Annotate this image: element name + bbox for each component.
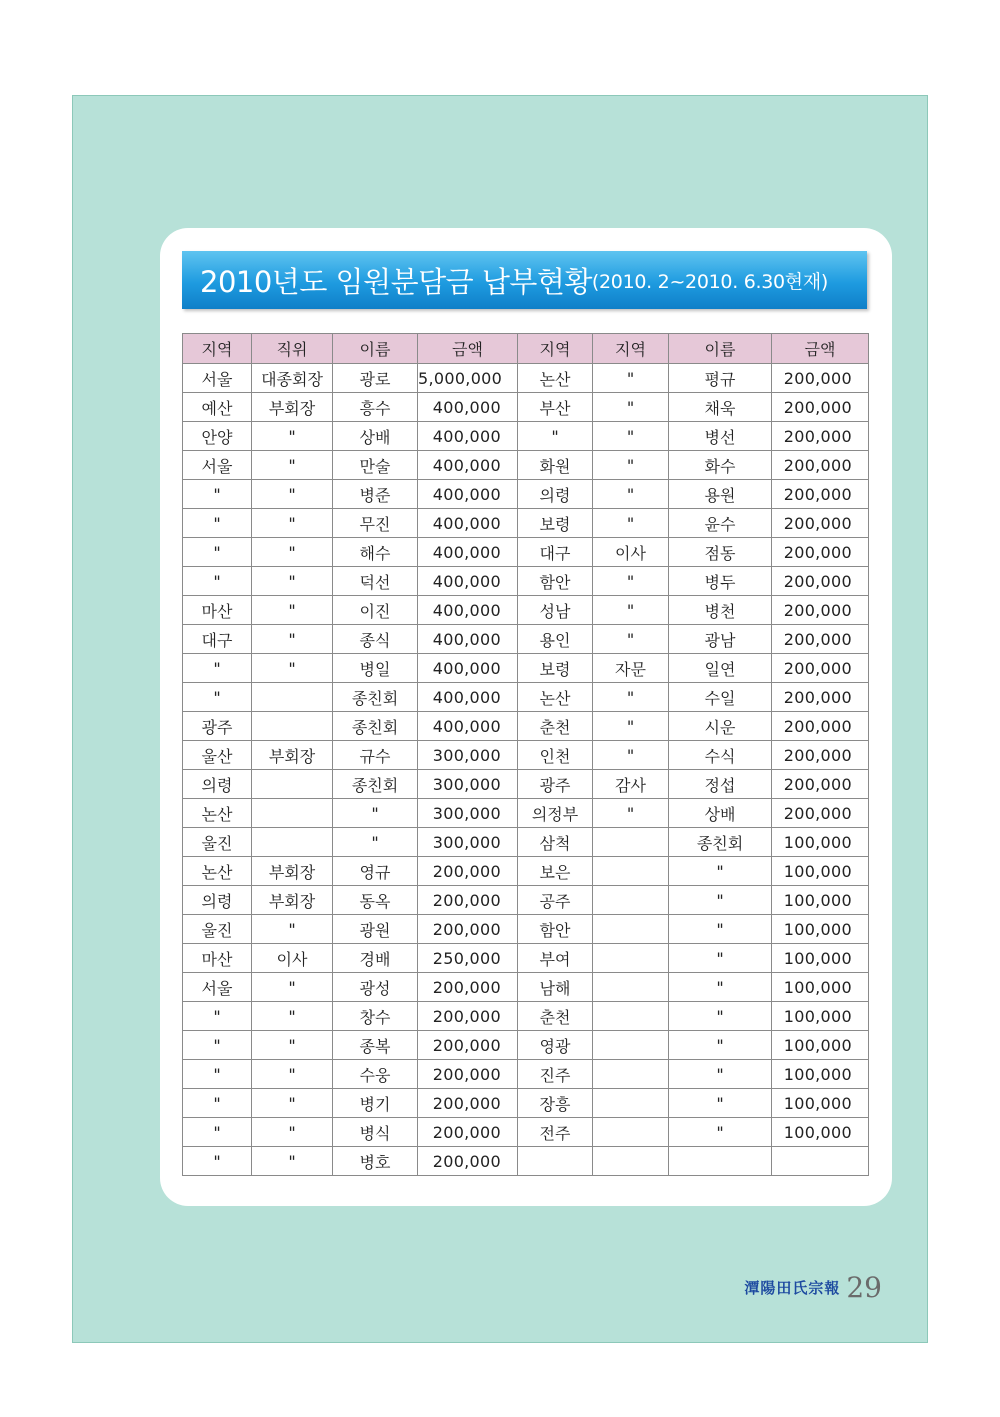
cell-name: " bbox=[669, 1002, 772, 1031]
cell-amount: 400,000 bbox=[418, 625, 518, 654]
cell-amount: 200,000 bbox=[772, 596, 869, 625]
cell-amount: 200,000 bbox=[418, 1118, 518, 1147]
cell-amount: 200,000 bbox=[772, 509, 869, 538]
table-row bbox=[183, 712, 869, 741]
cell-position bbox=[252, 828, 333, 857]
cell-region: 의령 bbox=[183, 886, 252, 915]
column-header-region: 지역 bbox=[593, 334, 669, 364]
table-header-row bbox=[183, 334, 869, 364]
cell-name: 정섭 bbox=[669, 770, 772, 799]
cell-position: " bbox=[252, 451, 333, 480]
cell-amount: 200,000 bbox=[772, 364, 869, 393]
cell-amount: 300,000 bbox=[418, 741, 518, 770]
cell-name: 종친회 bbox=[333, 712, 418, 741]
cell-region: 광주 bbox=[183, 712, 252, 741]
cell-region: 함안 bbox=[518, 567, 593, 596]
cell-name: " bbox=[669, 915, 772, 944]
cell-amount: 200,000 bbox=[772, 712, 869, 741]
cell-region: 대구 bbox=[518, 538, 593, 567]
cell-region: 마산 bbox=[183, 596, 252, 625]
cell-region: 의정부 bbox=[518, 799, 593, 828]
cell-amount: 400,000 bbox=[418, 567, 518, 596]
cell-name: 동옥 bbox=[333, 886, 418, 915]
cell-region: " bbox=[593, 509, 669, 538]
table-row bbox=[183, 799, 869, 828]
cell-amount: 400,000 bbox=[418, 422, 518, 451]
cell-region bbox=[593, 1031, 669, 1060]
table-row bbox=[183, 828, 869, 857]
cell-amount: 100,000 bbox=[772, 944, 869, 973]
cell-region: " bbox=[593, 683, 669, 712]
cell-region bbox=[593, 973, 669, 1002]
table-row bbox=[183, 973, 869, 1002]
cell-amount: 100,000 bbox=[772, 1031, 869, 1060]
table-row bbox=[183, 451, 869, 480]
cell-region bbox=[593, 1089, 669, 1118]
table-row bbox=[183, 915, 869, 944]
table-row bbox=[183, 538, 869, 567]
cell-amount: 100,000 bbox=[772, 1060, 869, 1089]
payment-table bbox=[182, 333, 869, 1176]
column-header-name: 이름 bbox=[333, 334, 418, 364]
publication-name: 潭陽田氏宗報 bbox=[744, 1278, 841, 1297]
cell-position: " bbox=[252, 625, 333, 654]
cell-position: 부회장 bbox=[252, 886, 333, 915]
cell-amount: 200,000 bbox=[772, 654, 869, 683]
column-header-region: 지역 bbox=[183, 334, 252, 364]
cell-region: 예산 bbox=[183, 393, 252, 422]
cell-name: 이진 bbox=[333, 596, 418, 625]
cell-name: 병준 bbox=[333, 480, 418, 509]
cell-name: 무진 bbox=[333, 509, 418, 538]
table-row bbox=[183, 944, 869, 973]
cell-region: " bbox=[183, 538, 252, 567]
cell-region: 논산 bbox=[518, 683, 593, 712]
cell-region: 서울 bbox=[183, 973, 252, 1002]
cell-amount: 100,000 bbox=[772, 915, 869, 944]
cell-region: " bbox=[183, 1060, 252, 1089]
cell-name: " bbox=[669, 944, 772, 973]
cell-amount: 200,000 bbox=[418, 1089, 518, 1118]
page-subtitle: (2010. 2~2010. 6.30현재) bbox=[591, 270, 829, 293]
cell-name: 화수 bbox=[669, 451, 772, 480]
cell-amount: 100,000 bbox=[772, 857, 869, 886]
cell-position: " bbox=[252, 1089, 333, 1118]
cell-name: " bbox=[669, 973, 772, 1002]
cell-position bbox=[252, 799, 333, 828]
cell-region: " bbox=[593, 364, 669, 393]
cell-region: 장흥 bbox=[518, 1089, 593, 1118]
cell-position: " bbox=[252, 915, 333, 944]
cell-amount: 200,000 bbox=[418, 886, 518, 915]
cell-name: 병기 bbox=[333, 1089, 418, 1118]
cell-region: 감사 bbox=[593, 770, 669, 799]
cell-position: 대종회장 bbox=[252, 364, 333, 393]
cell-region: " bbox=[183, 654, 252, 683]
cell-region: 부여 bbox=[518, 944, 593, 973]
cell-region bbox=[593, 857, 669, 886]
table-row bbox=[183, 509, 869, 538]
cell-amount: 200,000 bbox=[772, 770, 869, 799]
cell-name: 덕선 bbox=[333, 567, 418, 596]
cell-name: 종친회 bbox=[669, 828, 772, 857]
cell-position: 부회장 bbox=[252, 741, 333, 770]
cell-position: " bbox=[252, 1147, 333, 1176]
cell-region: 보령 bbox=[518, 509, 593, 538]
cell-region: " bbox=[183, 1002, 252, 1031]
cell-amount: 200,000 bbox=[772, 451, 869, 480]
cell-region: " bbox=[183, 509, 252, 538]
cell-position bbox=[252, 770, 333, 799]
cell-amount: 200,000 bbox=[772, 480, 869, 509]
cell-position: " bbox=[252, 596, 333, 625]
cell-position bbox=[252, 683, 333, 712]
cell-region: " bbox=[593, 422, 669, 451]
cell-region: " bbox=[593, 451, 669, 480]
cell-region: 광주 bbox=[518, 770, 593, 799]
cell-name: " bbox=[333, 799, 418, 828]
cell-region: " bbox=[183, 1031, 252, 1060]
cell-region bbox=[593, 1147, 669, 1176]
cell-amount: 100,000 bbox=[772, 1118, 869, 1147]
cell-region: 자문 bbox=[593, 654, 669, 683]
cell-name: 수일 bbox=[669, 683, 772, 712]
table-row bbox=[183, 770, 869, 799]
cell-amount: 100,000 bbox=[772, 886, 869, 915]
cell-region: " bbox=[183, 683, 252, 712]
cell-region: 남해 bbox=[518, 973, 593, 1002]
cell-region: " bbox=[183, 480, 252, 509]
cell-name: 광남 bbox=[669, 625, 772, 654]
cell-position: " bbox=[252, 538, 333, 567]
cell-amount: 300,000 bbox=[418, 799, 518, 828]
cell-region: 울진 bbox=[183, 915, 252, 944]
cell-region: 보은 bbox=[518, 857, 593, 886]
column-header-amount: 금액 bbox=[418, 334, 518, 364]
cell-region: 인천 bbox=[518, 741, 593, 770]
cell-name: 만술 bbox=[333, 451, 418, 480]
cell-name: 평규 bbox=[669, 364, 772, 393]
cell-position: " bbox=[252, 567, 333, 596]
cell-region: 영광 bbox=[518, 1031, 593, 1060]
cell-region: " bbox=[593, 625, 669, 654]
cell-amount: 200,000 bbox=[772, 567, 869, 596]
cell-region: 부산 bbox=[518, 393, 593, 422]
cell-name: 종식 bbox=[333, 625, 418, 654]
cell-position: " bbox=[252, 509, 333, 538]
cell-name: 해수 bbox=[333, 538, 418, 567]
table-row bbox=[183, 741, 869, 770]
cell-position: " bbox=[252, 1060, 333, 1089]
cell-name: 수식 bbox=[669, 741, 772, 770]
cell-position: " bbox=[252, 1002, 333, 1031]
cell-region: 의령 bbox=[518, 480, 593, 509]
cell-name: 용원 bbox=[669, 480, 772, 509]
cell-amount: 400,000 bbox=[418, 451, 518, 480]
cell-amount: 100,000 bbox=[772, 1089, 869, 1118]
cell-amount: 100,000 bbox=[772, 973, 869, 1002]
cell-region: " bbox=[183, 567, 252, 596]
table-row bbox=[183, 1002, 869, 1031]
page-footer bbox=[722, 1267, 882, 1307]
cell-region: 논산 bbox=[518, 364, 593, 393]
cell-region: " bbox=[183, 1089, 252, 1118]
cell-name: 병천 bbox=[669, 596, 772, 625]
cell-amount: 5,000,000 bbox=[418, 364, 518, 393]
cell-name: 상배 bbox=[669, 799, 772, 828]
cell-region bbox=[593, 915, 669, 944]
cell-region bbox=[593, 944, 669, 973]
cell-name: 수웅 bbox=[333, 1060, 418, 1089]
cell-amount: 200,000 bbox=[772, 422, 869, 451]
cell-name: 광로 bbox=[333, 364, 418, 393]
cell-name: " bbox=[669, 857, 772, 886]
cell-region: 의령 bbox=[183, 770, 252, 799]
cell-amount: 400,000 bbox=[418, 538, 518, 567]
cell-region: " bbox=[593, 567, 669, 596]
cell-position: " bbox=[252, 422, 333, 451]
cell-name: 경배 bbox=[333, 944, 418, 973]
cell-region: 보령 bbox=[518, 654, 593, 683]
cell-name: 병호 bbox=[333, 1147, 418, 1176]
title-banner bbox=[182, 251, 867, 309]
cell-name: " bbox=[669, 1089, 772, 1118]
cell-position: 이사 bbox=[252, 944, 333, 973]
cell-region: 춘천 bbox=[518, 712, 593, 741]
cell-region: " bbox=[593, 712, 669, 741]
cell-region: 마산 bbox=[183, 944, 252, 973]
cell-region: " bbox=[593, 480, 669, 509]
table-row bbox=[183, 480, 869, 509]
cell-amount: 200,000 bbox=[772, 683, 869, 712]
cell-region: 논산 bbox=[183, 799, 252, 828]
cell-name: 광원 bbox=[333, 915, 418, 944]
table-row bbox=[183, 1031, 869, 1060]
cell-name: 종복 bbox=[333, 1031, 418, 1060]
table-row bbox=[183, 1060, 869, 1089]
cell-amount: 200,000 bbox=[418, 1002, 518, 1031]
table-row bbox=[183, 625, 869, 654]
cell-region: 춘천 bbox=[518, 1002, 593, 1031]
cell-region: 서울 bbox=[183, 451, 252, 480]
cell-name: 창수 bbox=[333, 1002, 418, 1031]
cell-name: 영규 bbox=[333, 857, 418, 886]
cell-name bbox=[669, 1147, 772, 1176]
cell-amount: 100,000 bbox=[772, 1002, 869, 1031]
column-header-amount: 금액 bbox=[772, 334, 869, 364]
cell-region: 울산 bbox=[183, 741, 252, 770]
cell-region bbox=[518, 1147, 593, 1176]
cell-name: 병식 bbox=[333, 1118, 418, 1147]
cell-position: 부회장 bbox=[252, 393, 333, 422]
table-row bbox=[183, 886, 869, 915]
table-row bbox=[183, 1089, 869, 1118]
table-row bbox=[183, 654, 869, 683]
cell-amount: 400,000 bbox=[418, 596, 518, 625]
cell-amount: 200,000 bbox=[772, 741, 869, 770]
cell-amount: 250,000 bbox=[418, 944, 518, 973]
cell-name: 규수 bbox=[333, 741, 418, 770]
cell-amount: 200,000 bbox=[772, 393, 869, 422]
cell-region bbox=[593, 886, 669, 915]
cell-name: " bbox=[333, 828, 418, 857]
cell-amount bbox=[772, 1147, 869, 1176]
cell-name: 채욱 bbox=[669, 393, 772, 422]
cell-region: 함안 bbox=[518, 915, 593, 944]
cell-position bbox=[252, 712, 333, 741]
cell-amount: 400,000 bbox=[418, 683, 518, 712]
cell-name: " bbox=[669, 886, 772, 915]
cell-position: " bbox=[252, 654, 333, 683]
cell-amount: 200,000 bbox=[772, 799, 869, 828]
cell-name: 일연 bbox=[669, 654, 772, 683]
cell-region: 진주 bbox=[518, 1060, 593, 1089]
table-row bbox=[183, 567, 869, 596]
cell-name: 병선 bbox=[669, 422, 772, 451]
cell-name: 흥수 bbox=[333, 393, 418, 422]
cell-position: 부회장 bbox=[252, 857, 333, 886]
cell-amount: 200,000 bbox=[418, 973, 518, 1002]
cell-region: " bbox=[593, 799, 669, 828]
cell-region bbox=[593, 1118, 669, 1147]
table-row bbox=[183, 596, 869, 625]
table-row bbox=[183, 393, 869, 422]
cell-amount: 400,000 bbox=[418, 509, 518, 538]
cell-region: " bbox=[593, 393, 669, 422]
cell-name: " bbox=[669, 1118, 772, 1147]
cell-region: 공주 bbox=[518, 886, 593, 915]
cell-amount: 200,000 bbox=[418, 1147, 518, 1176]
cell-position: " bbox=[252, 480, 333, 509]
cell-region: 성남 bbox=[518, 596, 593, 625]
cell-region bbox=[593, 1060, 669, 1089]
cell-name: 상배 bbox=[333, 422, 418, 451]
cell-name: 병일 bbox=[333, 654, 418, 683]
column-header-name: 이름 bbox=[669, 334, 772, 364]
page-number: 29 bbox=[846, 1270, 882, 1304]
cell-amount: 400,000 bbox=[418, 393, 518, 422]
cell-name: 종친회 bbox=[333, 770, 418, 799]
cell-amount: 200,000 bbox=[418, 1031, 518, 1060]
cell-region bbox=[593, 828, 669, 857]
column-header-position: 직위 bbox=[252, 334, 333, 364]
cell-amount: 200,000 bbox=[418, 1060, 518, 1089]
cell-amount: 100,000 bbox=[772, 828, 869, 857]
cell-name: 윤수 bbox=[669, 509, 772, 538]
cell-region: 용인 bbox=[518, 625, 593, 654]
table-row bbox=[183, 422, 869, 451]
cell-name: 점동 bbox=[669, 538, 772, 567]
cell-amount: 400,000 bbox=[418, 654, 518, 683]
cell-name: 병두 bbox=[669, 567, 772, 596]
cell-region: 울진 bbox=[183, 828, 252, 857]
cell-name: " bbox=[669, 1031, 772, 1060]
cell-amount: 200,000 bbox=[772, 625, 869, 654]
cell-region bbox=[593, 1002, 669, 1031]
cell-region: " bbox=[183, 1118, 252, 1147]
cell-amount: 200,000 bbox=[418, 915, 518, 944]
cell-amount: 400,000 bbox=[418, 480, 518, 509]
table-body bbox=[183, 364, 869, 1176]
cell-name: 광성 bbox=[333, 973, 418, 1002]
cell-name: " bbox=[669, 1060, 772, 1089]
cell-amount: 300,000 bbox=[418, 770, 518, 799]
cell-amount: 200,000 bbox=[418, 857, 518, 886]
cell-amount: 400,000 bbox=[418, 712, 518, 741]
cell-region: 전주 bbox=[518, 1118, 593, 1147]
table-row bbox=[183, 1118, 869, 1147]
cell-region: 안양 bbox=[183, 422, 252, 451]
cell-region: 화원 bbox=[518, 451, 593, 480]
cell-position: " bbox=[252, 1031, 333, 1060]
cell-region: 이사 bbox=[593, 538, 669, 567]
cell-position: " bbox=[252, 973, 333, 1002]
cell-region: 서울 bbox=[183, 364, 252, 393]
table-row bbox=[183, 1147, 869, 1176]
cell-region: 대구 bbox=[183, 625, 252, 654]
cell-region: " bbox=[593, 596, 669, 625]
cell-name: 종친회 bbox=[333, 683, 418, 712]
page-title: 2010년도 임원분담금 납부현황 bbox=[200, 264, 592, 299]
table-row bbox=[183, 857, 869, 886]
cell-region: " bbox=[593, 741, 669, 770]
cell-region: 논산 bbox=[183, 857, 252, 886]
cell-region: " bbox=[518, 422, 593, 451]
cell-name: 시운 bbox=[669, 712, 772, 741]
cell-region: 삼척 bbox=[518, 828, 593, 857]
table-row bbox=[183, 364, 869, 393]
cell-position: " bbox=[252, 1118, 333, 1147]
cell-region: " bbox=[183, 1147, 252, 1176]
table-row bbox=[183, 683, 869, 712]
cell-amount: 300,000 bbox=[418, 828, 518, 857]
column-header-region: 지역 bbox=[518, 334, 593, 364]
cell-amount: 200,000 bbox=[772, 538, 869, 567]
